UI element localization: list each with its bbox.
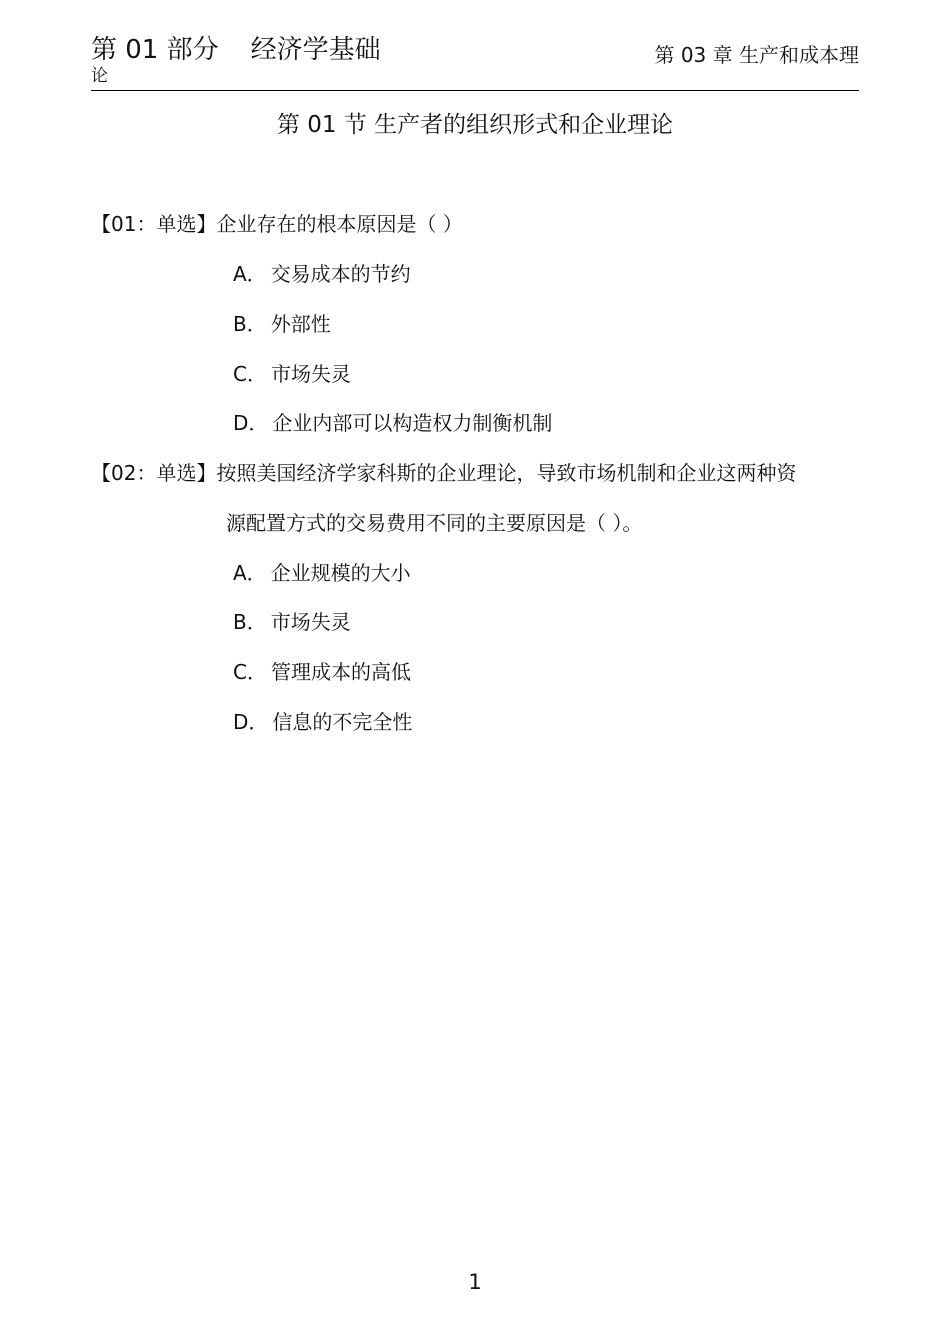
header-part-title — [91, 34, 381, 66]
option-text: 信息的不完全性 — [272, 710, 413, 734]
option-letter: C． — [233, 362, 267, 386]
option-text: 企业内部可以构造权力制衡机制 — [272, 411, 553, 435]
option-letter: B． — [233, 312, 267, 336]
option-letter: D． — [233, 710, 269, 734]
question-1-option-b — [233, 310, 331, 338]
question-1-option-a — [233, 260, 411, 288]
option-text: 市场失灵 — [270, 362, 351, 386]
chapter-title-wrap: 论 — [91, 66, 108, 86]
option-text: 企业规模的大小 — [270, 561, 411, 585]
question-1-option-c — [233, 360, 351, 388]
question-2-option-d — [233, 708, 412, 736]
option-text: 外部性 — [270, 312, 331, 336]
subject-label: 经济学基础 — [250, 35, 381, 65]
question-1-tag: 【01：单选】 — [91, 212, 217, 236]
option-text: 交易成本的节约 — [270, 262, 411, 286]
page-header — [91, 30, 859, 91]
option-letter: A． — [233, 561, 267, 585]
option-letter: A． — [233, 262, 267, 286]
option-letter: C． — [233, 660, 267, 684]
chapter-title: 第 03 章 生产和成本理 — [654, 43, 859, 67]
question-2-tag: 【02：单选】 — [91, 461, 217, 485]
question-1-option-d — [233, 409, 552, 437]
option-text: 市场失灵 — [270, 610, 351, 634]
question-1-stem — [91, 210, 463, 238]
option-letter: D． — [233, 411, 269, 435]
part-label: 第 01 部分 — [91, 35, 219, 65]
option-letter: B． — [233, 610, 267, 634]
question-2-text-line2: 源配置方式的交易费用不同的主要原因是（ ）。 — [226, 511, 643, 535]
question-1-text: 企业存在的根本原因是（ ） — [216, 212, 463, 236]
question-2-option-c — [233, 658, 411, 686]
section-title: 第 01 节 生产者的组织形式和企业理论 — [276, 112, 674, 138]
question-2-option-b — [233, 608, 351, 636]
question-2-stem — [91, 459, 796, 487]
page-number: 1 — [468, 1270, 482, 1294]
question-2-option-a — [233, 559, 411, 587]
option-text: 管理成本的高低 — [270, 660, 411, 684]
question-2-text-line1: 按照美国经济学家科斯的企业理论，导致市场机制和企业这两种资 — [216, 461, 797, 485]
